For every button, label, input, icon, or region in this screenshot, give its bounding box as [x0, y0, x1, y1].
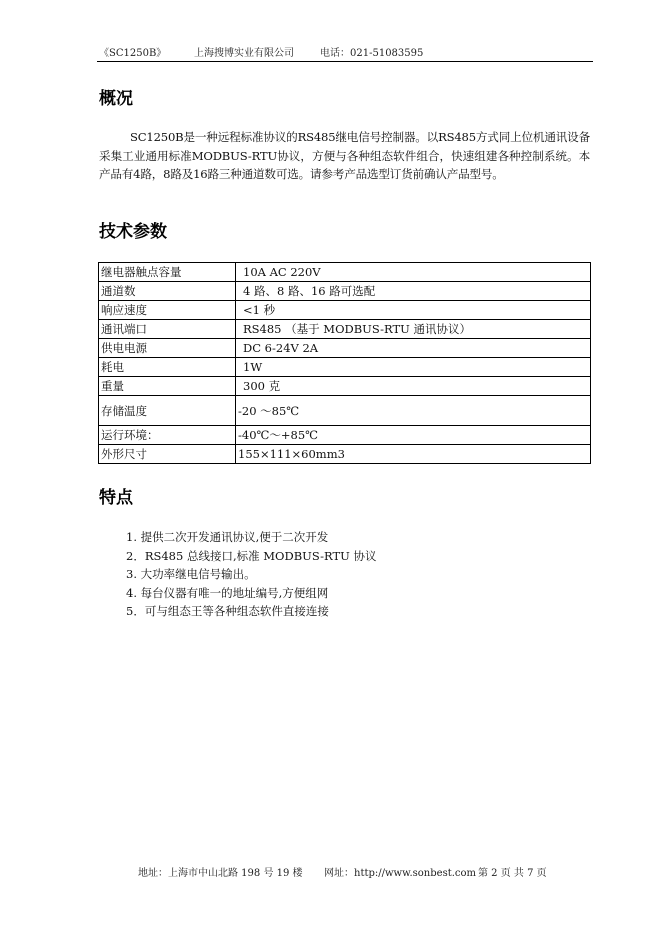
table-row	[99, 426, 591, 445]
spec-label: 耗电	[99, 358, 236, 377]
spec-value: 10A AC 220V	[236, 263, 591, 282]
table-row	[99, 445, 591, 464]
page-header	[99, 47, 592, 61]
spec-value: DC 6-24V 2A	[236, 339, 591, 358]
spec-value: -40℃～+85℃	[236, 426, 591, 445]
table-row	[99, 377, 591, 396]
table-row	[99, 358, 591, 377]
list-item: 4. 每台仪器有唯一的地址编号,方便组网	[126, 585, 329, 600]
overview-heading: 概况	[99, 89, 133, 109]
spec-value: -20 ～85℃	[236, 396, 591, 426]
specs-heading: 技术参数	[99, 222, 167, 242]
header-product: 《SC1250B》	[99, 48, 167, 59]
spec-label: 重量	[99, 377, 236, 396]
header-company: 上海搜博实业有限公司	[194, 48, 294, 59]
header-divider	[97, 61, 593, 62]
table-row	[99, 282, 591, 301]
table-row	[99, 301, 591, 320]
spec-label: 继电器触点容量	[99, 263, 236, 282]
footer-address: 地址：上海市中山北路 198 号 19 楼	[138, 868, 303, 879]
spec-label: 存储温度	[99, 396, 236, 426]
spec-value: RS485 （基于 MODBUS-RTU 通讯协议）	[236, 320, 591, 339]
list-item: 2．RS485 总线接口,标准 MODBUS-RTU 协议	[126, 548, 377, 563]
table-row	[99, 396, 591, 426]
table-row	[99, 320, 591, 339]
list-item: 3. 大功率继电信号输出。	[126, 567, 256, 581]
footer-website: 网址：http://www.sonbest.com	[324, 868, 477, 879]
list-item: 5．可与组态王等各种组态软件直接连接	[126, 604, 329, 618]
features-heading: 特点	[99, 488, 133, 508]
spec-value: 300 克	[236, 377, 591, 396]
spec-label: 外形尺寸	[99, 445, 236, 464]
spec-label: 运行环境：	[99, 426, 236, 445]
spec-value: 4 路、8 路、16 路可选配	[236, 282, 591, 301]
spec-label: 响应速度	[99, 301, 236, 320]
table-row	[99, 263, 591, 282]
spec-label: 供电电源	[99, 339, 236, 358]
spec-value: 155×111×60mm3	[236, 445, 591, 464]
spec-value: <1 秒	[236, 301, 591, 320]
page-footer	[138, 867, 558, 881]
overview-paragraph: SC1250B是一种远程标准协议的RS485继电信号控制器。以RS485方式同上位机通讯设备采集工业通用标准MODBUS-RTU协议，方便与各种组态软件组合，快速组建各种控制系统。本产品有4路，8路及16路三种通道数可选。请参考产品选型订货前确认产品型号。	[99, 130, 590, 181]
table-row	[99, 339, 591, 358]
spec-value: 1W	[236, 358, 591, 377]
footer-page-number: 第 2 页 共 7 页	[478, 868, 547, 879]
spec-label: 通道数	[99, 282, 236, 301]
spec-label: 通讯端口	[99, 320, 236, 339]
header-phone: 电话：021-51083595	[320, 48, 424, 59]
features-list	[126, 528, 377, 621]
specs-table	[98, 262, 591, 464]
list-item: 1. 提供二次开发通讯协议,便于二次开发	[126, 530, 329, 544]
